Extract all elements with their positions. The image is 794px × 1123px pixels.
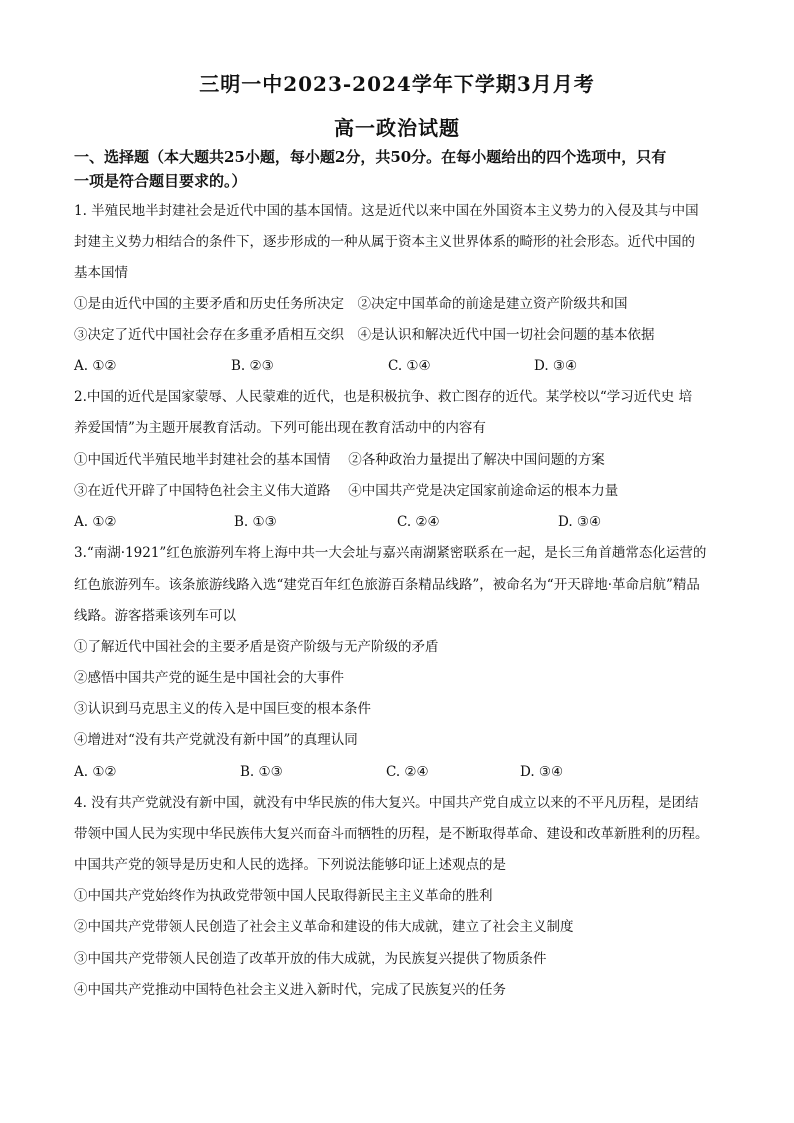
q3-stem-line-1: 3.“南湖·1921”红色旅游列车将上海中共一大会址与嘉兴南湖紧密联系在一起，是长三角首趟常态化运营的 (74, 545, 707, 561)
q4-statement-line-4: ④中国共产党推动中国特色社会主义进入新时代，完成了民族复兴的任务 (74, 982, 506, 998)
q4-statement-line-2: ②中国共产党带领人民创造了社会主义革命和建设的伟大成就，建立了社会主义制度 (74, 919, 574, 935)
q3-option-d[interactable]: D. ③④ (520, 764, 564, 780)
q3-statement-line-2: ②感悟中国共产党的诞生是中国社会的大事件 (74, 670, 344, 686)
q3-option-c[interactable]: C. ②④ (386, 764, 429, 780)
q3-option-b[interactable]: B. ①③ (240, 764, 283, 780)
section-instructions-line-1: 一、选择题（本大题共25小题，每小题2分，共50分。在每小题给出的四个选项中，只有 (74, 148, 667, 166)
q1-option-d[interactable]: D. ③④ (534, 358, 578, 374)
q1-option-a[interactable]: A. ①② (74, 358, 117, 374)
q1-stem-line-3: 基本国情 (74, 265, 128, 281)
q3-option-a[interactable]: A. ①② (74, 764, 117, 780)
q3-stem-line-2: 红色旅游列车。该条旅游线路入选“建党百年红色旅游百条精品线路”，被命名为“开天辟地·革命启航”精品 (74, 577, 700, 593)
q2-option-a[interactable]: A. ①② (74, 514, 117, 530)
q4-statement-line-1: ①中国共产党始终作为执政党带领中国人民取得新民主主义革命的胜利 (74, 888, 493, 904)
q1-stem-line-2: 封建主义势力相结合的条件下，逐步形成的一种从属于资本主义世界体系的畸形的社会形态。近代中国的 (74, 234, 695, 250)
q1-option-c[interactable]: C. ①④ (388, 358, 431, 374)
q2-statement-line-1: ①中国近代半殖民地半封建社会的基本国情 ②各种政治力量提出了解决中国问题的方案 (74, 452, 605, 468)
q2-option-b[interactable]: B. ①③ (234, 514, 277, 530)
q1-statement-line-1: ①是由近代中国的主要矛盾和历史任务所决定 ②决定中国革命的前途是建立资产阶级共和国 (74, 296, 628, 312)
q1-statement-line-2: ③决定了近代中国社会存在多重矛盾相互交织 ④是认识和解决近代中国一切社会问题的基本依据 (74, 327, 655, 343)
section-instructions-line-2: 一项是符合题目要求的。） (74, 172, 247, 190)
q1-stem-line-1: 1. 半殖民地半封建社会是近代中国的基本国情。这是近代以来中国在外国资本主义势力的入侵及其与中国 (74, 203, 699, 219)
q2-statement-line-2: ③在近代开辟了中国特色社会主义伟大道路 ④中国共产党是决定国家前途命运的根本力量 (74, 483, 619, 499)
q2-stem-line-2: 养爱国情”为主题开展教育活动。下列可能出现在教育活动中的内容有 (74, 420, 486, 436)
q2-stem-line-1: 2.中国的近代是国家蒙辱、人民蒙难的近代，也是积极抗争、救亡图存的近代。某学校以“学习近代史 培 (74, 389, 693, 405)
exam-subtitle: 高一政治试题 (334, 116, 460, 140)
q4-stem-line-2: 带领中国人民为实现中华民族伟大复兴而奋斗而牺牲的历程，是不断取得革命、建设和改革新胜利的历程。 (74, 826, 709, 842)
q4-statement-line-3: ③中国共产党带领人民创造了改革开放的伟大成就，为民族复兴提供了物质条件 (74, 951, 547, 967)
q4-stem-line-3: 中国共产党的领导是历史和人民的选择。下列说法能够印证上述观点的是 (74, 857, 506, 873)
q3-statement-line-4: ④增进对“没有共产党就没有新中国”的真理认同 (74, 732, 358, 748)
q4-stem-line-1: 4. 没有共产党就没有新中国，就没有中华民族的伟大复兴。中国共产党自成立以来的不平凡历程，是团结 (74, 795, 699, 811)
q1-option-b[interactable]: B. ②③ (231, 358, 274, 374)
q2-option-d[interactable]: D. ③④ (558, 514, 602, 530)
q2-option-c[interactable]: C. ②④ (397, 514, 440, 530)
q3-statement-line-3: ③认识到马克思主义的传入是中国巨变的根本条件 (74, 701, 371, 717)
q3-stem-line-3: 线路。游客搭乘该列车可以 (74, 608, 236, 624)
exam-title: 三明一中2023-2024学年下学期3月月考 (199, 72, 595, 96)
q3-statement-line-1: ①了解近代中国社会的主要矛盾是资产阶级与无产阶级的矛盾 (74, 639, 439, 655)
